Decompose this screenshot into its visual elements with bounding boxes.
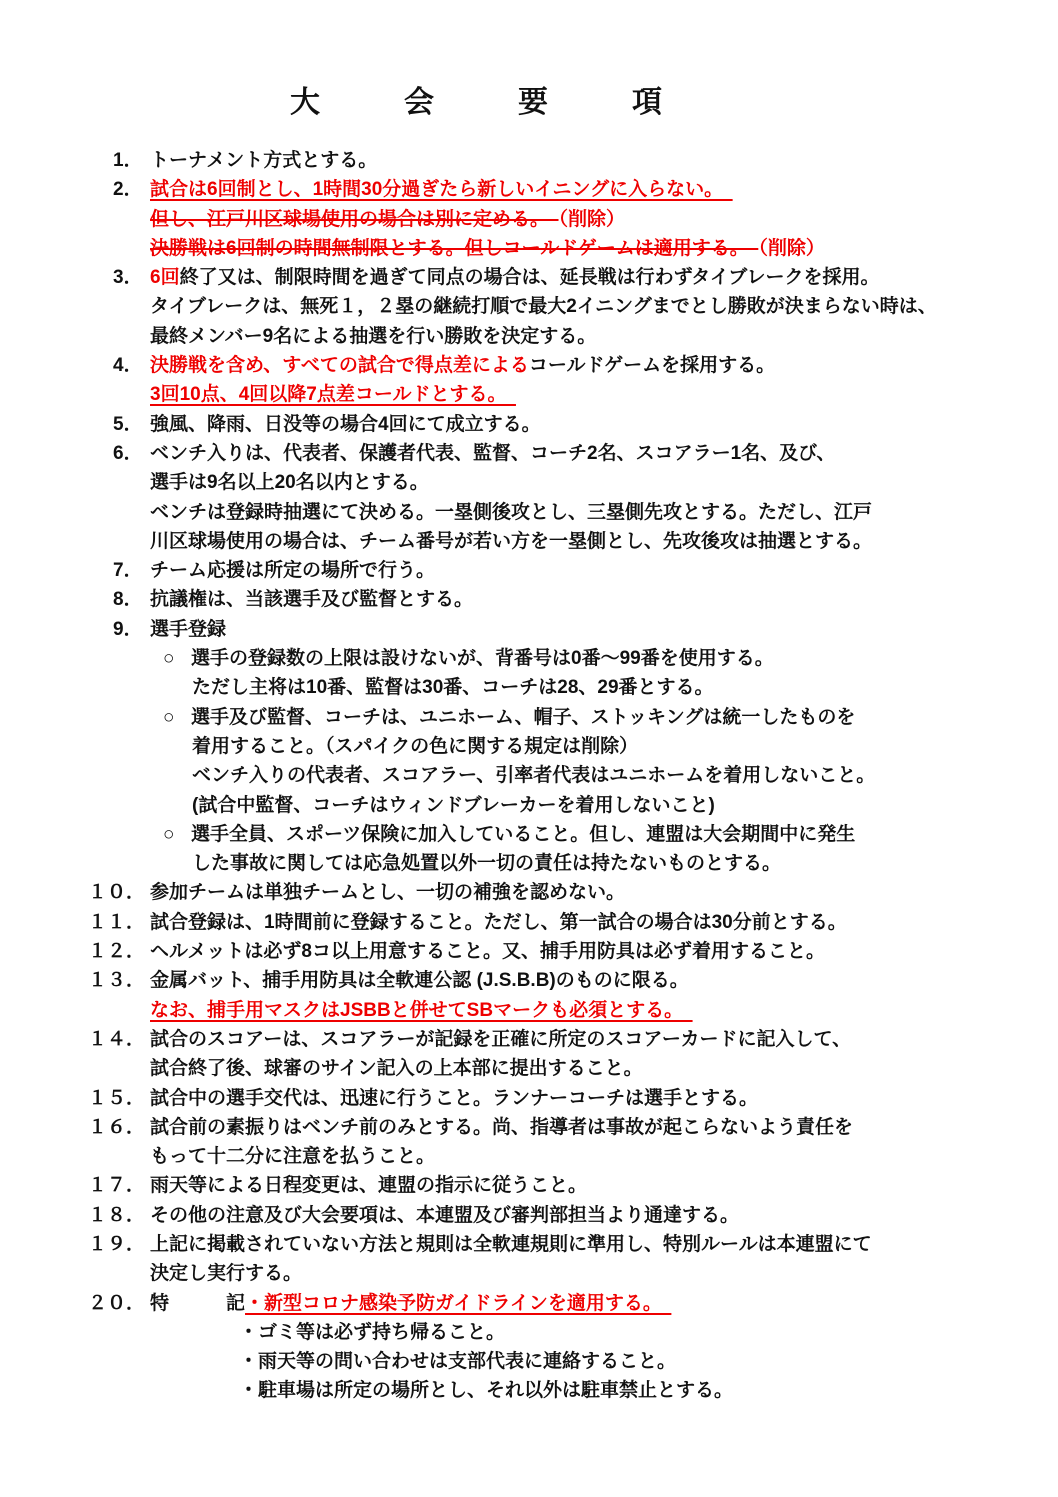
text-run: ヘルメットは必ず8コ以上用意すること。又、捕手用防具は必ず着用すること。 (150, 941, 825, 963)
text-run: コールドゲームを採用する。 (528, 355, 776, 377)
doc-line (0, 1376, 1058, 1405)
text-run: 決定し実行する。 (150, 1263, 303, 1285)
doc-line (0, 878, 1058, 907)
list-number: 2． (113, 179, 143, 201)
text-run: 試合前の素振りはベンチ前のみとする。尚、指導者は事故が起こらないよう責任を (150, 1116, 854, 1138)
text-run: した事故に関しては応急処置以外一切の責任は持たないものとする。 (192, 853, 782, 875)
doc-line (0, 644, 1058, 673)
doc-line (0, 849, 1058, 878)
doc-line (0, 146, 1058, 175)
doc-line (0, 351, 1058, 380)
doc-line (0, 498, 1058, 527)
doc-line (0, 175, 1058, 204)
text-run: 川区球場使用の場合は、チーム番号が若い方を一塁側とし、先攻後攻は抽選とする。 (150, 530, 873, 552)
list-number: 4． (113, 355, 143, 377)
list-number: 8． (113, 589, 143, 611)
doc-line (0, 1318, 1058, 1347)
list-number: １２． (88, 941, 146, 963)
text-run: ただし主将は10番、監督は30番、コーチは28、29番とする。 (192, 677, 714, 699)
doc-line (0, 996, 1058, 1025)
text-run: ベンチ入りは、代表者、保護者代表、監督、コーチ2名、スコアラー1名、及び、 (150, 442, 836, 464)
list-number: 9． (113, 618, 143, 640)
text-run: 特 記 (150, 1292, 246, 1314)
doc-line (0, 908, 1058, 937)
list-number: １１． (88, 911, 146, 933)
doc-line (0, 1259, 1058, 1288)
list-number: 5． (113, 413, 143, 435)
text-run: 着用すること。（スパイクの色に関する規定は削除） (192, 735, 639, 757)
text-run: ・新型コロナ感染予防ガイドラインを適用する。 (245, 1292, 672, 1314)
text-run: ・雨天等の問い合わせは支部代表に連絡すること。 (239, 1351, 677, 1373)
text-run: ・ゴミ等は必ず持ち帰ること。 (239, 1321, 506, 1343)
list-number: 7． (113, 560, 143, 582)
doc-line (0, 410, 1058, 439)
text-run: 選手及び監督、コーチは、ユニホーム、帽子、ストッキングは統一したものを (191, 706, 856, 728)
text-run: (試合中監督、コーチはウィンドブレーカーを着用しないこと) (192, 794, 715, 816)
text-run: 試合のスコアーは、スコアラーが記録を正確に所定のスコアーカードに記入して、 (150, 1028, 852, 1050)
doc-line (0, 527, 1058, 556)
doc-line (0, 1347, 1058, 1376)
text-run: 6回 (150, 267, 180, 289)
text-run: 試合登録は、1時間前に登録すること。ただし、第一試合の場合は30分前とする。 (150, 911, 847, 933)
doc-line (0, 234, 1058, 263)
page-title: 大 会 要 項 (290, 86, 670, 119)
text-run: もって十二分に注意を払うこと。 (150, 1146, 436, 1168)
text-run: 但し、江戸川区球場使用の場合は別に定める。 (150, 208, 559, 230)
text-run: 選手は9名以上20名以内とする。 (150, 472, 429, 494)
text-run: ベンチは登録時抽選にて決める。一塁側後攻とし、三塁側先攻とする。ただし、江戸 (150, 501, 873, 523)
text-run: 雨天等による日程変更は、連盟の指示に従うこと。 (150, 1175, 588, 1197)
doc-line (0, 1113, 1058, 1142)
doc-line (0, 820, 1058, 849)
list-number: ２０． (88, 1292, 146, 1314)
doc-line (0, 439, 1058, 468)
doc-line (0, 761, 1058, 790)
list-number: １７． (88, 1175, 146, 1197)
text-run: チーム応援は所定の場所で行う。 (150, 560, 436, 582)
circle-bullet: ○ (163, 706, 175, 728)
list-number: １０． (88, 882, 146, 904)
doc-line (0, 1289, 1058, 1318)
text-run: 最終メンバー9名による抽選を行い勝敗を決定する。 (150, 325, 597, 347)
doc-line (0, 1230, 1058, 1259)
list-number: １９． (88, 1233, 146, 1255)
doc-line (0, 732, 1058, 761)
doc-line (0, 966, 1058, 995)
text-run: ・駐車場は所定の場所とし、それ以外は駐車禁止とする。 (239, 1380, 734, 1402)
doc-line (0, 615, 1058, 644)
text-run: 上記に掲載されていない方法と規則は全軟連規則に準用し、特別ルールは本連盟にて (150, 1233, 872, 1255)
text-run: 決勝戦を含め、すべての試合で得点差による (150, 355, 529, 377)
circle-bullet: ○ (163, 648, 175, 670)
list-number: 1． (113, 150, 143, 171)
list-number: 6． (113, 442, 143, 464)
text-run: 試合は6回制とし、1時間30分過ぎたら新しいイニングに入らない。 (150, 179, 733, 201)
text-run: （削除） (758, 237, 825, 259)
doc-line (0, 263, 1058, 292)
text-run: 試合中の選手交代は、迅速に行うこと。ランナーコーチは選手とする。 (150, 1087, 759, 1109)
text-run: タイブレークは、無死１，２塁の継続打順で最大2イニングまでとし勝敗が決まらない時は、 (150, 296, 937, 318)
doc-line (0, 1025, 1058, 1054)
text-run: （削除） (558, 208, 626, 230)
text-run: 選手全員、スポーツ保険に加入していること。但し、連盟は大会期間中に発生 (191, 823, 856, 845)
text-run: 金属バット、捕手用防具は全軟連公認 (J.S.B.B)のものに限る。 (150, 970, 689, 992)
list-number: １５． (88, 1087, 146, 1109)
text-run: 抗議権は、当該選手及び監督とする。 (150, 589, 474, 611)
list-number: １８． (88, 1204, 146, 1226)
text-run: 参加チームは単独チームとし、一切の補強を認めない。 (150, 882, 626, 904)
doc-line (0, 292, 1058, 321)
text-run: 3回10点、4回以降7点差コールドとする。 (150, 384, 516, 406)
text-run: ベンチ入りの代表者、スコアラー、引率者代表はユニホームを着用しないこと。 (192, 765, 876, 787)
doc-line (0, 1171, 1058, 1200)
doc-line (0, 380, 1058, 409)
list-number: １６． (88, 1116, 146, 1138)
text-run: なお、捕手用マスクはJSBBと併せてSBマークも必須とする。 (150, 999, 693, 1021)
text-run: 選手登録 (150, 618, 227, 640)
doc-line (0, 703, 1058, 732)
doc-line (0, 1201, 1058, 1230)
circle-bullet: ○ (163, 823, 175, 845)
text-run: 決勝戦は6回制の時間無制限とする。但しコールドゲームは適用する。 (150, 237, 759, 259)
list-number: １３． (88, 970, 146, 992)
doc-line (0, 1054, 1058, 1083)
doc-line (0, 937, 1058, 966)
doc-line (0, 468, 1058, 497)
list-number: １４． (88, 1028, 146, 1050)
text-run: その他の注意及び大会要項は、本連盟及び審判部担当より通達する。 (150, 1204, 740, 1226)
text-run: 選手の登録数の上限は設けないが、背番号は0番～99番を使用する。 (191, 648, 774, 670)
doc-line (0, 585, 1058, 614)
doc-line (0, 1142, 1058, 1171)
text-run: 強風、降雨、日没等の場合4回にて成立する。 (150, 413, 541, 435)
doc-line (0, 1084, 1058, 1113)
doc-line (0, 556, 1058, 585)
text-run: トーナメント方式とする。 (150, 150, 378, 171)
doc-line (0, 322, 1058, 351)
text-run: 終了又は、制限時間を過ぎて同点の場合は、延長戦は行わずタイブレークを採用。 (179, 267, 880, 289)
doc-line (0, 673, 1058, 702)
document-body (0, 146, 1058, 1406)
doc-line (0, 205, 1058, 234)
text-run: 試合終了後、球審のサイン記入の上本部に提出すること。 (150, 1058, 643, 1080)
doc-line (0, 791, 1058, 820)
list-number: 3． (113, 267, 143, 289)
